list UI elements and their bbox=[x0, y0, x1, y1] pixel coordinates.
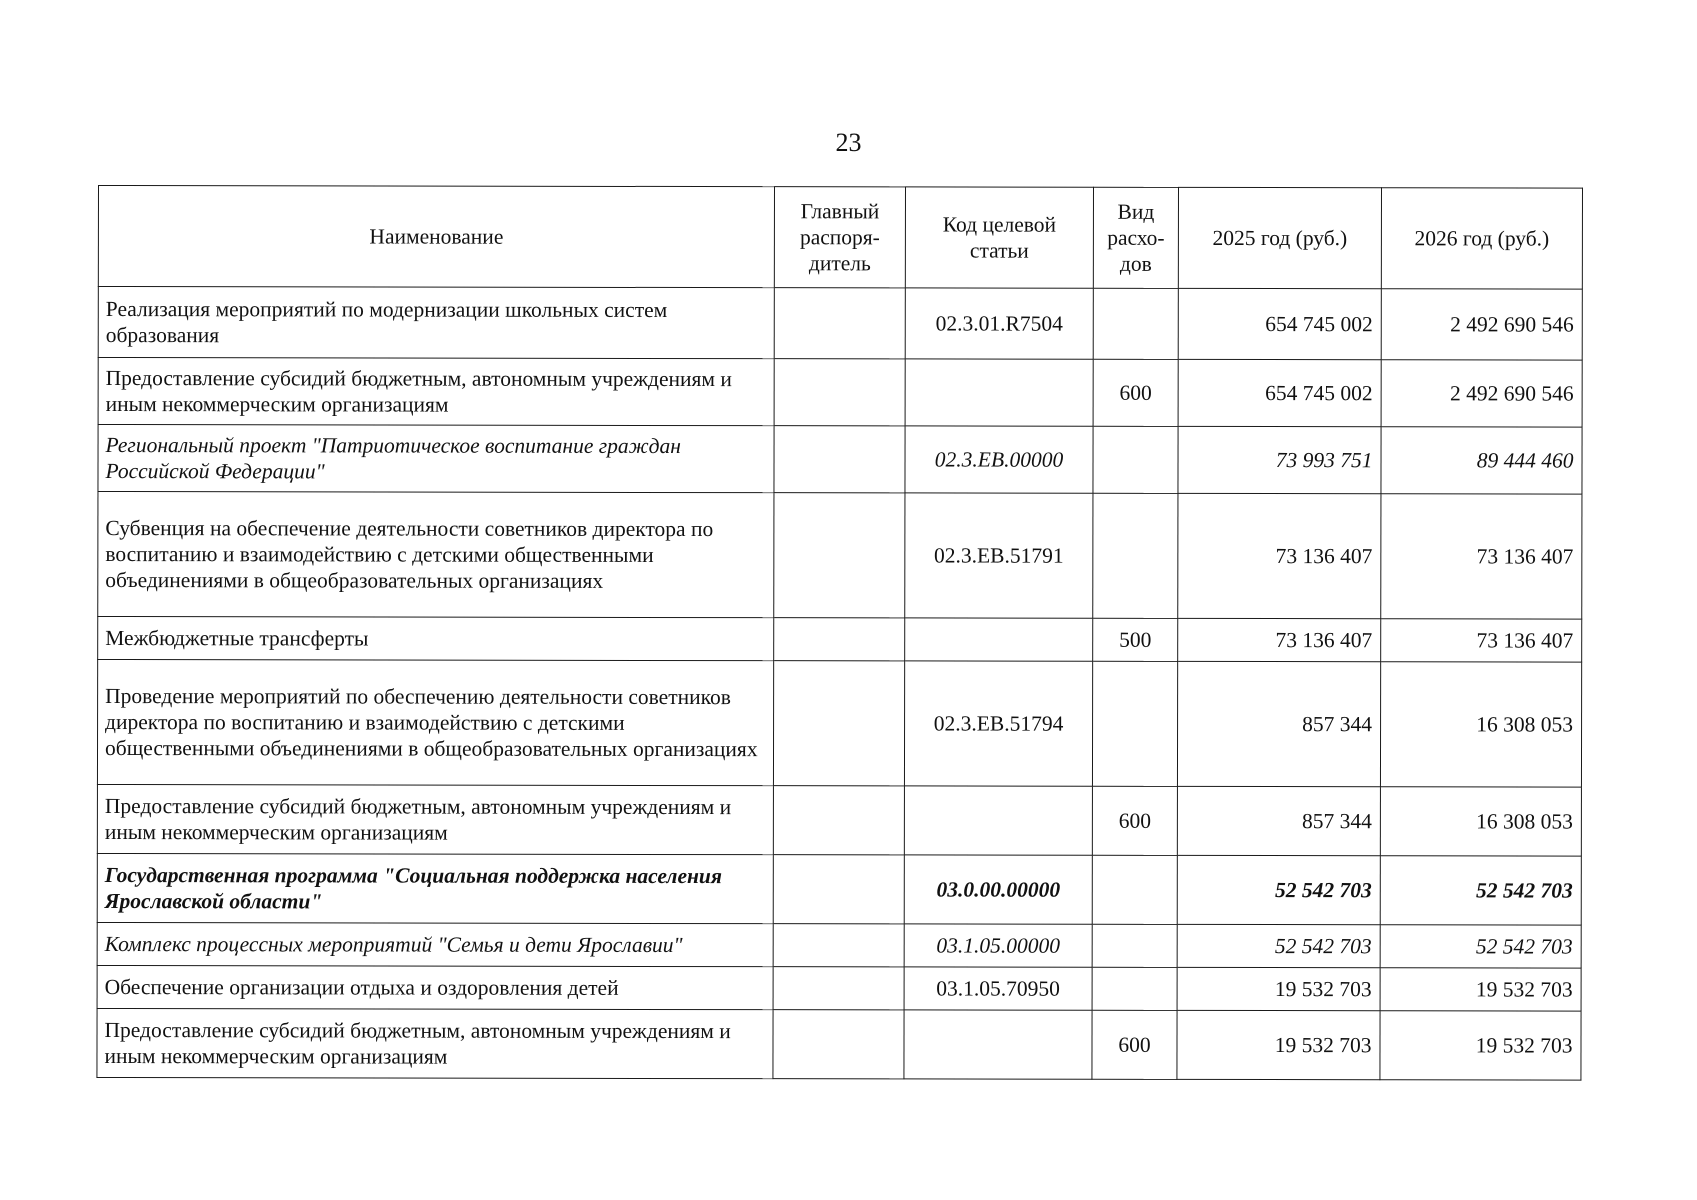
row-vr bbox=[1093, 493, 1178, 618]
table-row bbox=[98, 358, 1582, 428]
row-grbs bbox=[773, 661, 904, 786]
row-code: 02.3.ЕВ.51791 bbox=[905, 493, 1093, 618]
row-2025: 19 532 703 bbox=[1177, 967, 1380, 1010]
row-vr: 500 bbox=[1093, 618, 1178, 661]
row-grbs bbox=[774, 493, 905, 618]
row-name: Предоставление субсидий бюджетным, автономным учреждениям и иным некоммерческим организациям bbox=[97, 1008, 773, 1078]
row-name: Межбюджетные трансферты bbox=[98, 617, 774, 661]
row-2026: 73 136 407 bbox=[1381, 494, 1582, 619]
row-vr bbox=[1093, 426, 1178, 493]
table-row bbox=[98, 492, 1582, 620]
row-name: Предоставление субсидий бюджетным, автономным учреждениям и иным некоммерческим организациям bbox=[97, 784, 773, 854]
row-name: Предоставление субсидий бюджетным, автономным учреждениям и иным некоммерческим организациям bbox=[98, 358, 774, 426]
header-2026: 2026 год (руб.) bbox=[1381, 188, 1582, 289]
row-code bbox=[905, 618, 1093, 661]
row-code bbox=[904, 786, 1092, 855]
row-grbs bbox=[773, 786, 904, 855]
row-2026: 16 308 053 bbox=[1380, 662, 1581, 787]
row-vr bbox=[1092, 661, 1177, 786]
table-row bbox=[97, 784, 1581, 856]
row-vr bbox=[1093, 288, 1178, 359]
page-number: 23 bbox=[835, 128, 862, 157]
table-row bbox=[97, 922, 1581, 968]
row-2025: 857 344 bbox=[1177, 786, 1380, 855]
row-grbs bbox=[773, 1010, 904, 1079]
row-2025: 654 745 002 bbox=[1178, 288, 1381, 359]
budget-table bbox=[96, 185, 1583, 1081]
table-header-row bbox=[98, 186, 1582, 290]
row-vr bbox=[1092, 855, 1177, 924]
row-code bbox=[905, 359, 1093, 426]
row-2025: 73 136 407 bbox=[1178, 618, 1381, 661]
table-row bbox=[98, 425, 1582, 495]
row-2026: 2 492 690 546 bbox=[1381, 289, 1582, 360]
row-vr: 600 bbox=[1092, 1010, 1177, 1079]
header-name: Наименование bbox=[98, 186, 774, 288]
row-name: Комплекс процессных мероприятий "Семья и дети Ярославии" bbox=[97, 922, 773, 966]
row-name: Реализация мероприятий по модернизации школьных систем образования bbox=[98, 287, 774, 359]
row-grbs bbox=[774, 359, 905, 426]
table-row bbox=[98, 287, 1582, 361]
row-name: Проведение мероприятий по обеспечению деятельности советников директора по воспитанию и взаимодействию с детскими общественными объединениями в общеобразовательных организациях bbox=[97, 660, 773, 786]
row-grbs bbox=[773, 924, 904, 967]
table-row bbox=[97, 660, 1581, 788]
row-2025: 73 136 407 bbox=[1178, 493, 1381, 618]
table-row bbox=[97, 853, 1581, 925]
row-name: Субвенция на обеспечение деятельности советников директора по воспитанию и взаимодействию с детскими общественными объединениями в общеобразовательных организациях bbox=[98, 492, 774, 618]
row-2026: 16 308 053 bbox=[1380, 787, 1581, 856]
row-code: 03.1.05.70950 bbox=[904, 967, 1092, 1010]
header-grbs: Главный распоря-дитель bbox=[774, 187, 905, 288]
row-2026: 52 542 703 bbox=[1380, 856, 1581, 925]
row-grbs bbox=[774, 426, 905, 493]
row-2026: 52 542 703 bbox=[1380, 925, 1581, 968]
row-2025: 73 993 751 bbox=[1178, 426, 1381, 493]
row-grbs bbox=[774, 288, 905, 359]
row-2025: 52 542 703 bbox=[1177, 924, 1380, 967]
row-code: 02.3.01.R7504 bbox=[905, 288, 1093, 359]
row-2025: 857 344 bbox=[1177, 661, 1380, 786]
row-code bbox=[904, 1010, 1092, 1079]
row-vr bbox=[1092, 967, 1177, 1010]
table-row bbox=[98, 617, 1582, 663]
header-2025: 2025 год (руб.) bbox=[1178, 187, 1381, 288]
row-vr: 600 bbox=[1092, 786, 1177, 855]
row-2025: 52 542 703 bbox=[1177, 855, 1380, 924]
row-2025: 19 532 703 bbox=[1177, 1010, 1380, 1079]
row-grbs bbox=[773, 967, 904, 1010]
table-row bbox=[97, 965, 1581, 1011]
row-name: Региональный проект "Патриотическое воспитание граждан Российской Федерации" bbox=[98, 425, 774, 493]
header-code: Код целевой статьи bbox=[905, 187, 1093, 288]
table-row bbox=[97, 1008, 1581, 1080]
row-2026: 19 532 703 bbox=[1380, 968, 1581, 1011]
row-vr bbox=[1092, 924, 1177, 967]
row-code: 03.1.05.00000 bbox=[904, 924, 1092, 967]
row-code: 03.0.00.00000 bbox=[904, 855, 1092, 924]
row-grbs bbox=[774, 618, 905, 661]
row-2026: 2 492 690 546 bbox=[1381, 360, 1582, 427]
row-grbs bbox=[773, 855, 904, 924]
row-name: Обеспечение организации отдыха и оздоровления детей bbox=[97, 965, 773, 1009]
row-2026: 89 444 460 bbox=[1381, 427, 1582, 494]
row-2025: 654 745 002 bbox=[1178, 359, 1381, 426]
row-code: 02.3.ЕВ.00000 bbox=[905, 426, 1093, 493]
row-code: 02.3.ЕВ.51794 bbox=[904, 661, 1092, 786]
row-name: Государственная программа "Социальная поддержка населения Ярославской области" bbox=[97, 853, 773, 923]
header-vr: Вид расхо-дов bbox=[1093, 187, 1178, 288]
row-2026: 19 532 703 bbox=[1380, 1011, 1581, 1080]
row-vr: 600 bbox=[1093, 359, 1178, 426]
row-2026: 73 136 407 bbox=[1381, 619, 1582, 662]
